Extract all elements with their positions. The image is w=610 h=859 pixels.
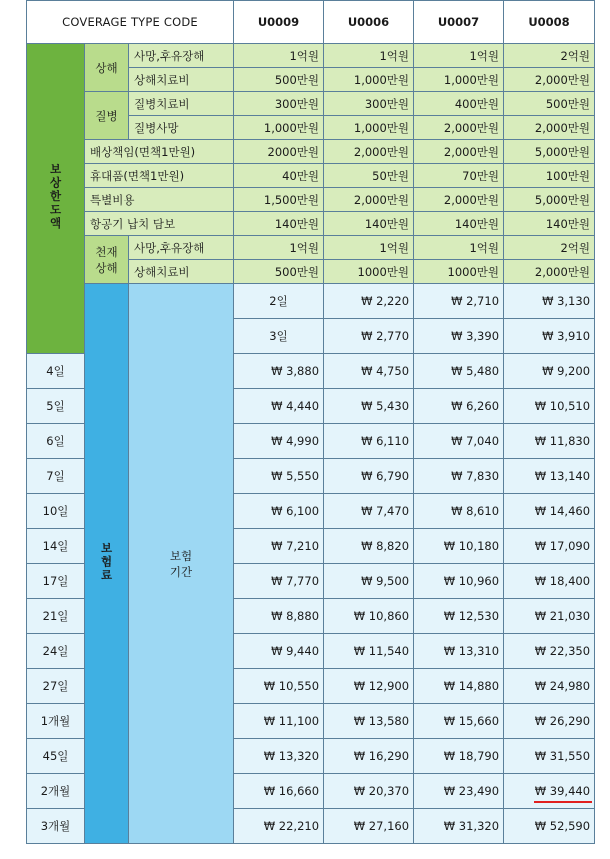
premium-value: ₩ 12,900 [324,669,414,704]
coverage-value: 40만원 [234,164,324,188]
premium-period: 2개월 [27,774,85,809]
premium-value: ₩ 14,460 [504,494,595,529]
coverage-item-label: 상해치료비 [129,260,234,284]
coverage-value: 500만원 [234,68,324,92]
premium-period: 3일 [234,319,324,354]
coverage-value: 2,000만원 [504,116,595,140]
premium-value: ₩ 31,550 [504,739,595,774]
coverage-value: 140만원 [324,212,414,236]
premium-value: ₩ 5,480 [414,354,504,389]
disaster-group-label [85,236,129,284]
premium-value: ₩ 6,790 [324,459,414,494]
coverage-value: 1억원 [324,236,414,260]
coverage-value: 300만원 [234,92,324,116]
coverage-value: 2,000만원 [414,188,504,212]
coverage-value: 140만원 [234,212,324,236]
premium-value: ₩ 11,100 [234,704,324,739]
coverage-value: 140만원 [504,212,595,236]
coverage-row [27,140,595,164]
premium-value: ₩ 23,490 [414,774,504,809]
coverage-value: 1000만원 [414,260,504,284]
coverage-item-label: 질병치료비 [129,92,234,116]
premium-value: ₩ 8,610 [414,494,504,529]
coverage-item-label: 휴대품(면책1만원) [85,164,234,188]
premium-value: ₩ 2,220 [324,284,414,319]
premium-value: ₩ 7,770 [234,564,324,599]
coverage-row [27,188,595,212]
premium-value: ₩ 3,390 [414,319,504,354]
premium-period: 4일 [27,354,85,389]
coverage-value: 2억원 [504,44,595,68]
coverage-value: 2,000만원 [414,116,504,140]
coverage-item-label: 질병사망 [129,116,234,140]
premium-value: ₩ 12,530 [414,599,504,634]
coverage-group-label: 상해 [85,44,129,92]
premium-value: ₩ 5,430 [324,389,414,424]
premium-period: 24일 [27,634,85,669]
premium-period: 5일 [27,389,85,424]
coverage-row [27,44,595,68]
premium-value: ₩ 8,880 [234,599,324,634]
premium-value: ₩ 4,990 [234,424,324,459]
premium-period: 45일 [27,739,85,774]
coverage-value: 1,000만원 [324,68,414,92]
premium-value: ₩ 2,770 [324,319,414,354]
premium-value: ₩ 15,660 [414,704,504,739]
coverage-value: 1,500만원 [234,188,324,212]
insurance-period-line2: 기간 [169,564,193,579]
code-header-3: U0007 [414,1,504,44]
coverage-value: 50만원 [324,164,414,188]
premium-value: ₩ 6,100 [234,494,324,529]
coverage-item-label: 사망,후유장해 [129,44,234,68]
premium-value: ₩ 2,710 [414,284,504,319]
premium-value: ₩ 11,540 [324,634,414,669]
coverage-value: 1,000만원 [324,116,414,140]
premium-value: ₩ 6,110 [324,424,414,459]
coverage-item-label: 상해치료비 [129,68,234,92]
premium-value: ₩ 10,180 [414,529,504,564]
coverage-value: 1억원 [324,44,414,68]
coverage-value: 1억원 [414,44,504,68]
coverage-value: 400만원 [414,92,504,116]
coverage-section-text: 보상한도액 [48,163,63,231]
coverage-value: 1억원 [234,236,324,260]
premium-value: ₩ 20,370 [324,774,414,809]
coverage-row [27,236,595,260]
premium-period: 6일 [27,424,85,459]
premium-period: 1개월 [27,704,85,739]
premium-value: ₩ 13,580 [324,704,414,739]
coverage-value: 1,000만원 [234,116,324,140]
premium-value: ₩ 10,510 [504,389,595,424]
premium-value: ₩ 7,040 [414,424,504,459]
coverage-item-label: 사망,후유장해 [129,236,234,260]
premium-value: ₩ 7,210 [234,529,324,564]
coverage-row [27,212,595,236]
premium-value: ₩ 4,440 [234,389,324,424]
highlight-underline [534,801,592,803]
code-header-4: U0008 [504,1,595,44]
premium-value: ₩ 10,550 [234,669,324,704]
premium-value: ₩ 21,030 [504,599,595,634]
coverage-value: 100만원 [504,164,595,188]
premium-value: ₩ 24,980 [504,669,595,704]
premium-section-text: 보험료 [99,541,114,583]
coverage-value: 70만원 [414,164,504,188]
premium-period: 21일 [27,599,85,634]
coverage-value: 140만원 [414,212,504,236]
coverage-value: 2,000만원 [414,140,504,164]
premium-period: 17일 [27,564,85,599]
premium-value: ₩ 7,470 [324,494,414,529]
premium-value: ₩ 14,880 [414,669,504,704]
premium-value: ₩ 11,830 [504,424,595,459]
premium-value: ₩ 13,310 [414,634,504,669]
coverage-item-label: 특별비용 [85,188,234,212]
premium-value: ₩ 3,130 [504,284,595,319]
coverage-group-label: 질병 [85,92,129,140]
premium-section-label [85,284,129,844]
premium-value: ₩ 6,260 [414,389,504,424]
premium-period: 7일 [27,459,85,494]
premium-value: ₩ 8,820 [324,529,414,564]
coverage-value: 1억원 [414,236,504,260]
premium-value: ₩ 10,860 [324,599,414,634]
premium-value: ₩ 52,590 [504,809,595,844]
premium-value: ₩ 3,910 [504,319,595,354]
premium-value: ₩ 26,290 [504,704,595,739]
premium-value: ₩ 7,830 [414,459,504,494]
coverage-value: 2억원 [504,236,595,260]
coverage-value: 5,000만원 [504,188,595,212]
disaster-group-text [95,244,117,276]
coverage-value: 500만원 [234,260,324,284]
premium-period: 2일 [234,284,324,319]
coverage-value: 1억원 [234,44,324,68]
premium-period: 27일 [27,669,85,704]
coverage-value: 5,000만원 [504,140,595,164]
premium-value: ₩ 18,400 [504,564,595,599]
disaster-label-line2: 상해 [95,260,118,275]
coverage-row [27,164,595,188]
premium-value: ₩ 9,200 [504,354,595,389]
premium-value: ₩ 27,160 [324,809,414,844]
coverage-value: 1000만원 [324,260,414,284]
premium-period: 10일 [27,494,85,529]
coverage-item-label: 항공기 납치 담보 [85,212,234,236]
premium-value: ₩ 31,320 [414,809,504,844]
premium-value: ₩ 4,750 [324,354,414,389]
coverage-value: 500만원 [504,92,595,116]
code-header-1: U0009 [234,1,324,44]
coverage-table [26,0,595,844]
premium-value: ₩ 9,440 [234,634,324,669]
premium-value: ₩ 16,660 [234,774,324,809]
premium-value: ₩ 16,290 [324,739,414,774]
premium-value: ₩ 13,320 [234,739,324,774]
insurance-period-line1: 보험 [169,548,193,563]
coverage-value: 2,000만원 [324,140,414,164]
premium-value: ₩ 13,140 [504,459,595,494]
coverage-value: 2,000만원 [324,188,414,212]
premium-value: ₩ 22,350 [504,634,595,669]
coverage-value: 2,000만원 [504,68,595,92]
premium-value: ₩ 10,960 [414,564,504,599]
coverage-value: 300만원 [324,92,414,116]
premium-value: ₩ 22,210 [234,809,324,844]
coverage-item-label: 배상책임(면책1만원) [85,140,234,164]
coverage-row [27,92,595,116]
premium-value: ₩ 3,880 [234,354,324,389]
premium-value: ₩ 17,090 [504,529,595,564]
coverage-value: 2000만원 [234,140,324,164]
coverage-value: 1,000만원 [414,68,504,92]
coverage-value: 2,000만원 [504,260,595,284]
premium-value: ₩ 9,500 [324,564,414,599]
insurance-period-text [170,548,192,580]
premium-value: ₩ 5,550 [234,459,324,494]
premium-period: 3개월 [27,809,85,844]
coverage-type-code-header: COVERAGE TYPE CODE [27,1,234,44]
premium-value: ₩ 18,790 [414,739,504,774]
premium-value: ₩ 39,440 [504,774,595,809]
code-header-2: U0006 [324,1,414,44]
premium-row [27,284,595,319]
premium-period: 14일 [27,529,85,564]
insurance-period-label [129,284,234,844]
coverage-section-label [27,44,85,354]
disaster-label-line1: 천재 [95,244,118,259]
